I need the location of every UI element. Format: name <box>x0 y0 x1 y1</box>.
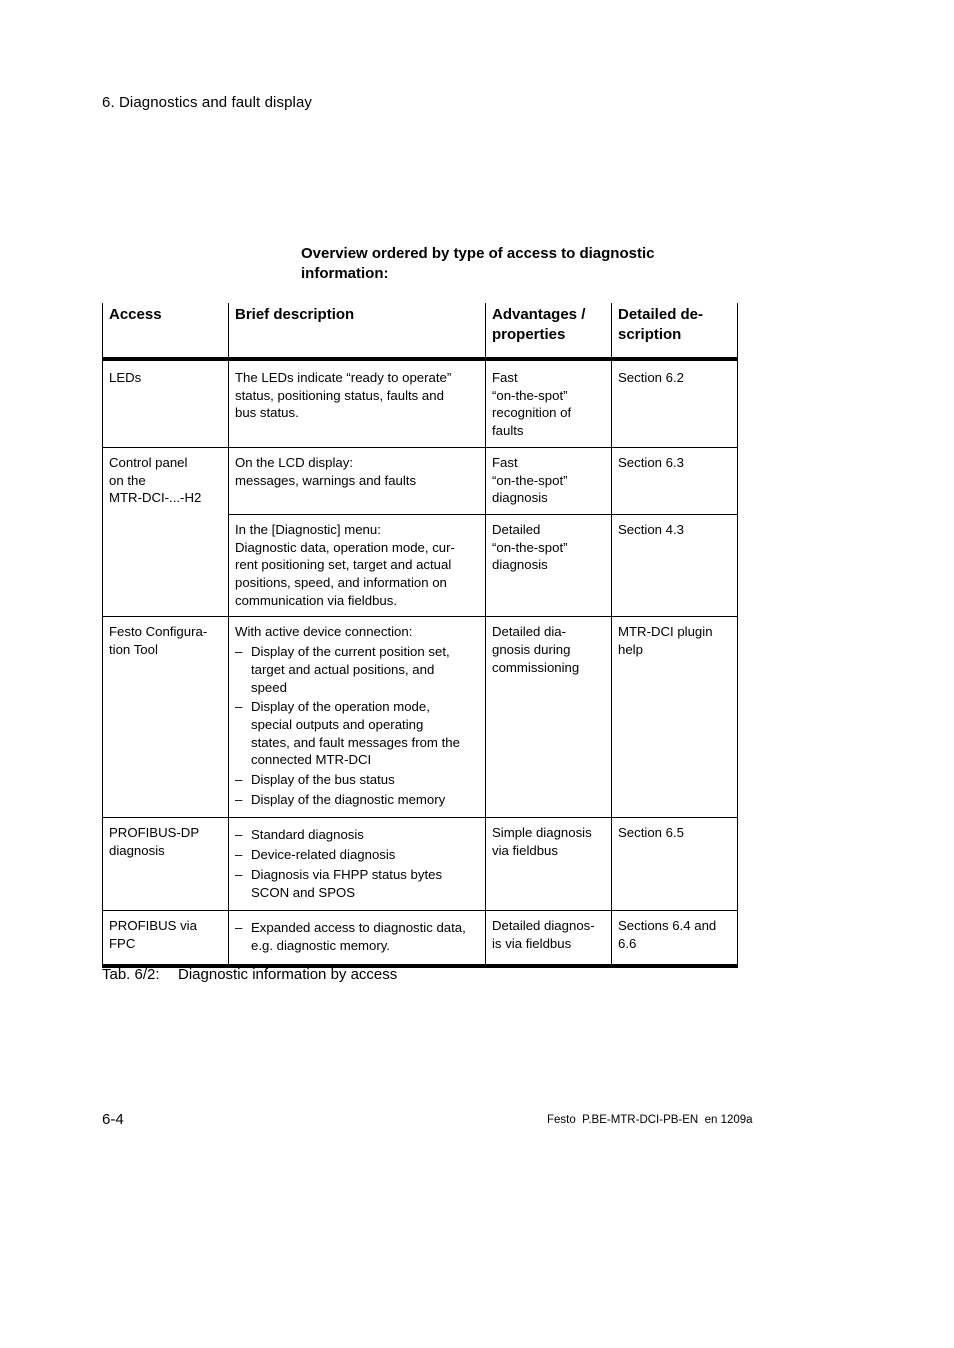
column-header-advantages <box>486 303 612 359</box>
cell-text: recognition of <box>492 405 572 421</box>
cell-text: Diagnostic data, operation mode, cur- <box>235 539 455 555</box>
cell-text: – Display of the diagnostic memory <box>251 791 446 807</box>
cell-advantages <box>486 359 612 447</box>
cell-text: diagnosis <box>492 490 548 506</box>
table-heading <box>301 244 701 284</box>
cell-text: “on-the-spot” <box>492 539 568 555</box>
list-item <box>235 698 479 769</box>
cell-text: In the [Diagnostic] menu: <box>235 521 381 537</box>
cell-text: – Display of the current position set, <box>251 644 450 660</box>
cell-text: – Diagnosis via FHPP status bytes <box>251 866 443 882</box>
header-text: properties <box>492 326 566 343</box>
cell-text: On the LCD display: <box>235 454 354 470</box>
cell-detail <box>612 514 738 617</box>
caption-text: Diagnostic information by access <box>178 966 398 983</box>
list-item <box>235 846 479 864</box>
cell-access <box>103 911 229 966</box>
cell-brief <box>229 818 486 911</box>
cell-detail <box>612 359 738 447</box>
cell-text: commissioning <box>492 659 580 675</box>
cell-text: faults <box>492 423 524 439</box>
cell-text: PROFIBUS-DP <box>109 825 200 841</box>
cell-text: Detailed dia- <box>492 624 567 640</box>
cell-detail <box>612 818 738 911</box>
cell-text: – Display of the bus status <box>251 772 395 788</box>
cell-text: Fast <box>492 454 518 470</box>
list-item <box>235 771 479 789</box>
cell-text: – Standard diagnosis <box>251 827 364 843</box>
cell-brief <box>229 911 486 966</box>
header-text: scription <box>618 326 682 343</box>
table-row <box>103 447 738 514</box>
cell-text: is via fieldbus <box>492 935 572 951</box>
cell-advantages <box>486 447 612 514</box>
cell-advantages <box>486 514 612 617</box>
cell-text: Section 6.2 <box>618 370 684 385</box>
dash-list <box>235 643 479 808</box>
cell-text: tion Tool <box>109 642 158 658</box>
cell-text: help <box>618 642 643 658</box>
cell-brief <box>229 359 486 447</box>
table-header-row <box>103 303 738 359</box>
cell-text: connected MTR-DCI <box>251 752 372 768</box>
table-caption <box>102 966 397 983</box>
table-heading-line: information: <box>301 265 389 282</box>
cell-text: speed <box>251 679 287 695</box>
cell-text: FPC <box>109 935 136 951</box>
cell-text: status, positioning status, faults and <box>235 387 444 403</box>
cell-brief <box>229 514 486 617</box>
cell-text: “on-the-spot” <box>492 472 568 488</box>
cell-access <box>103 617 229 818</box>
header-text: Detailed de- <box>618 306 704 323</box>
header-text: Advantages / <box>492 306 586 323</box>
cell-text: e.g. diagnostic memory. <box>251 937 391 953</box>
cell-text: 6.6 <box>618 935 637 951</box>
table-row <box>103 911 738 966</box>
cell-access <box>103 359 229 447</box>
cell-text: – Expanded access to diagnostic data, <box>251 920 466 936</box>
cell-detail <box>612 447 738 514</box>
cell-advantages <box>486 617 612 818</box>
column-header-brief-description <box>229 303 486 359</box>
cell-text: Sections 6.4 and <box>618 918 717 934</box>
cell-text: Detailed <box>492 521 541 537</box>
cell-text: Control panel <box>109 454 188 470</box>
page-number: 6-4 <box>102 1111 124 1128</box>
cell-text: rent positioning set, target and actual <box>235 557 452 573</box>
list-item <box>235 826 479 844</box>
cell-text: LEDs <box>109 370 142 385</box>
cell-text: Simple diagnosis <box>492 825 592 841</box>
document-reference: Festo P.BE-MTR-DCI-PB-EN en 1209a <box>547 1114 753 1126</box>
cell-text: – Device-related diagnosis <box>251 847 396 863</box>
cell-brief <box>229 447 486 514</box>
dash-list <box>235 826 479 901</box>
cell-text: The LEDs indicate “ready to operate” <box>235 370 452 385</box>
cell-text: Section 6.3 <box>618 454 684 470</box>
list-item <box>235 919 479 954</box>
caption-number: Tab. 6/2: <box>102 966 160 983</box>
cell-text: – Display of the operation mode, <box>251 699 430 715</box>
cell-text: Fast <box>492 370 518 385</box>
cell-text: special outputs and operating <box>251 716 424 732</box>
cell-text: With active device connection: <box>235 624 413 640</box>
cell-detail <box>612 911 738 966</box>
column-header-detailed-description <box>612 303 738 359</box>
table-row <box>103 359 738 447</box>
cell-text: MTR-DCI-...-H2 <box>109 490 202 506</box>
list-item <box>235 791 479 809</box>
table-row <box>103 617 738 818</box>
cell-detail <box>612 617 738 818</box>
cell-brief <box>229 617 486 818</box>
list-item <box>235 643 479 696</box>
header-text: Brief description <box>235 306 355 323</box>
cell-text: diagnosis <box>109 843 165 859</box>
cell-access <box>103 447 229 617</box>
cell-text: states, and fault messages from the <box>251 734 460 750</box>
cell-text: “on-the-spot” <box>492 387 568 403</box>
cell-text: Section 4.3 <box>618 521 684 537</box>
cell-advantages <box>486 818 612 911</box>
cell-advantages <box>486 911 612 966</box>
diagnostic-table <box>102 303 738 968</box>
list-item <box>235 866 479 901</box>
cell-text: diagnosis <box>492 557 548 573</box>
cell-text: target and actual positions, and <box>251 661 435 677</box>
cell-text: positions, speed, and information on <box>235 575 447 591</box>
cell-text: Festo Configura- <box>109 624 208 640</box>
column-header-access <box>103 303 229 359</box>
table-heading-line: Overview ordered by type of access to diagnostic <box>301 245 655 262</box>
dash-list <box>235 919 479 954</box>
cell-text: messages, warnings and faults <box>235 472 417 488</box>
cell-text: communication via fieldbus. <box>235 592 397 608</box>
cell-text: Detailed diagnos- <box>492 918 595 934</box>
cell-text: PROFIBUS via <box>109 918 197 934</box>
cell-text: bus status. <box>235 405 299 421</box>
cell-text: via fieldbus <box>492 843 558 859</box>
cell-text: gnosis during <box>492 642 571 658</box>
table-row <box>103 818 738 911</box>
cell-text: Section 6.5 <box>618 825 684 841</box>
cell-text: SCON and SPOS <box>251 884 356 900</box>
cell-text: on the <box>109 472 146 488</box>
cell-access <box>103 818 229 911</box>
chapter-header: 6. Diagnostics and fault display <box>102 94 312 111</box>
header-text: Access <box>109 306 162 323</box>
cell-text: MTR-DCI plugin <box>618 624 713 640</box>
